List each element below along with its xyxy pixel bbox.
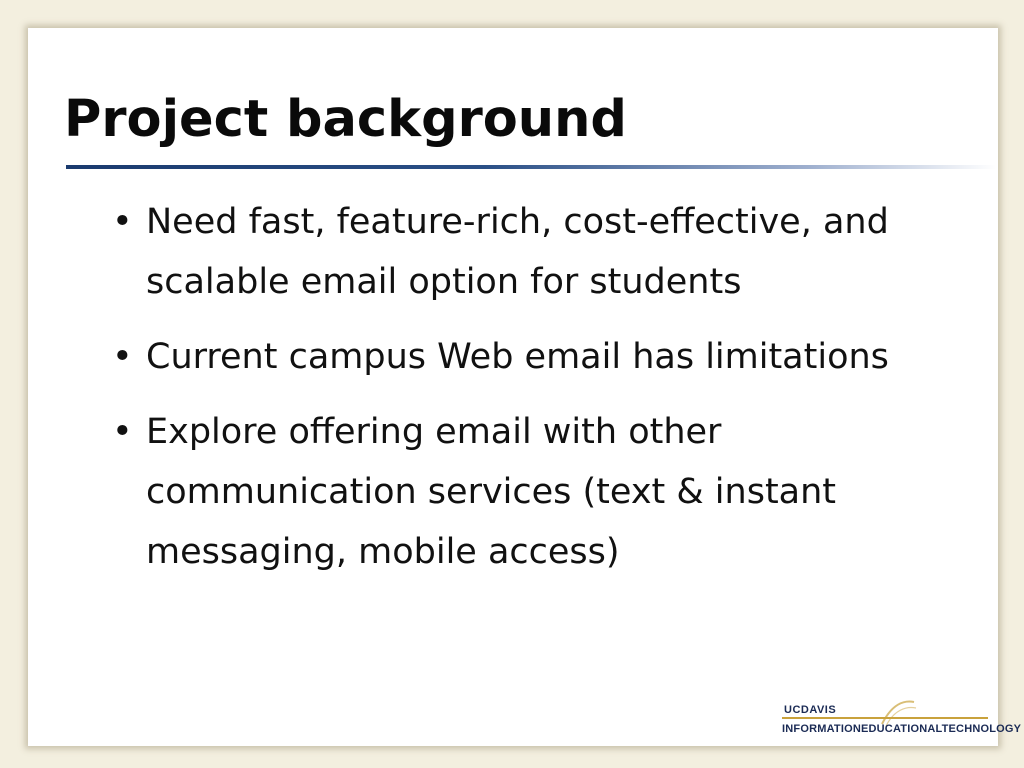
bullet-marker: • [112, 202, 133, 242]
bullet-text: Current campus Web email has limitations [146, 337, 889, 377]
bullet-text: Explore offering email with other communication services (text & instant messaging, mobile access) [146, 412, 837, 572]
logo-ucdavis-text: UCDAVIS [784, 704, 837, 716]
bullet-list [110, 192, 980, 597]
bullet-marker: • [112, 412, 133, 452]
bullet-item [110, 192, 980, 312]
bullet-marker: • [112, 337, 133, 377]
slide-title: Project background [64, 90, 627, 149]
bullet-item [110, 402, 980, 582]
logo-iet-text: INFORMATIONEDUCATIONALTECHNOLOGY [782, 723, 1022, 735]
logo-divider [782, 717, 988, 719]
bullet-item [110, 327, 980, 387]
slide [28, 28, 1022, 746]
bullet-text: Need fast, feature-rich, cost-effective, and scalable email option for students [146, 202, 889, 302]
title-underline [66, 165, 996, 169]
ucdavis-iet-logo [778, 704, 1022, 740]
